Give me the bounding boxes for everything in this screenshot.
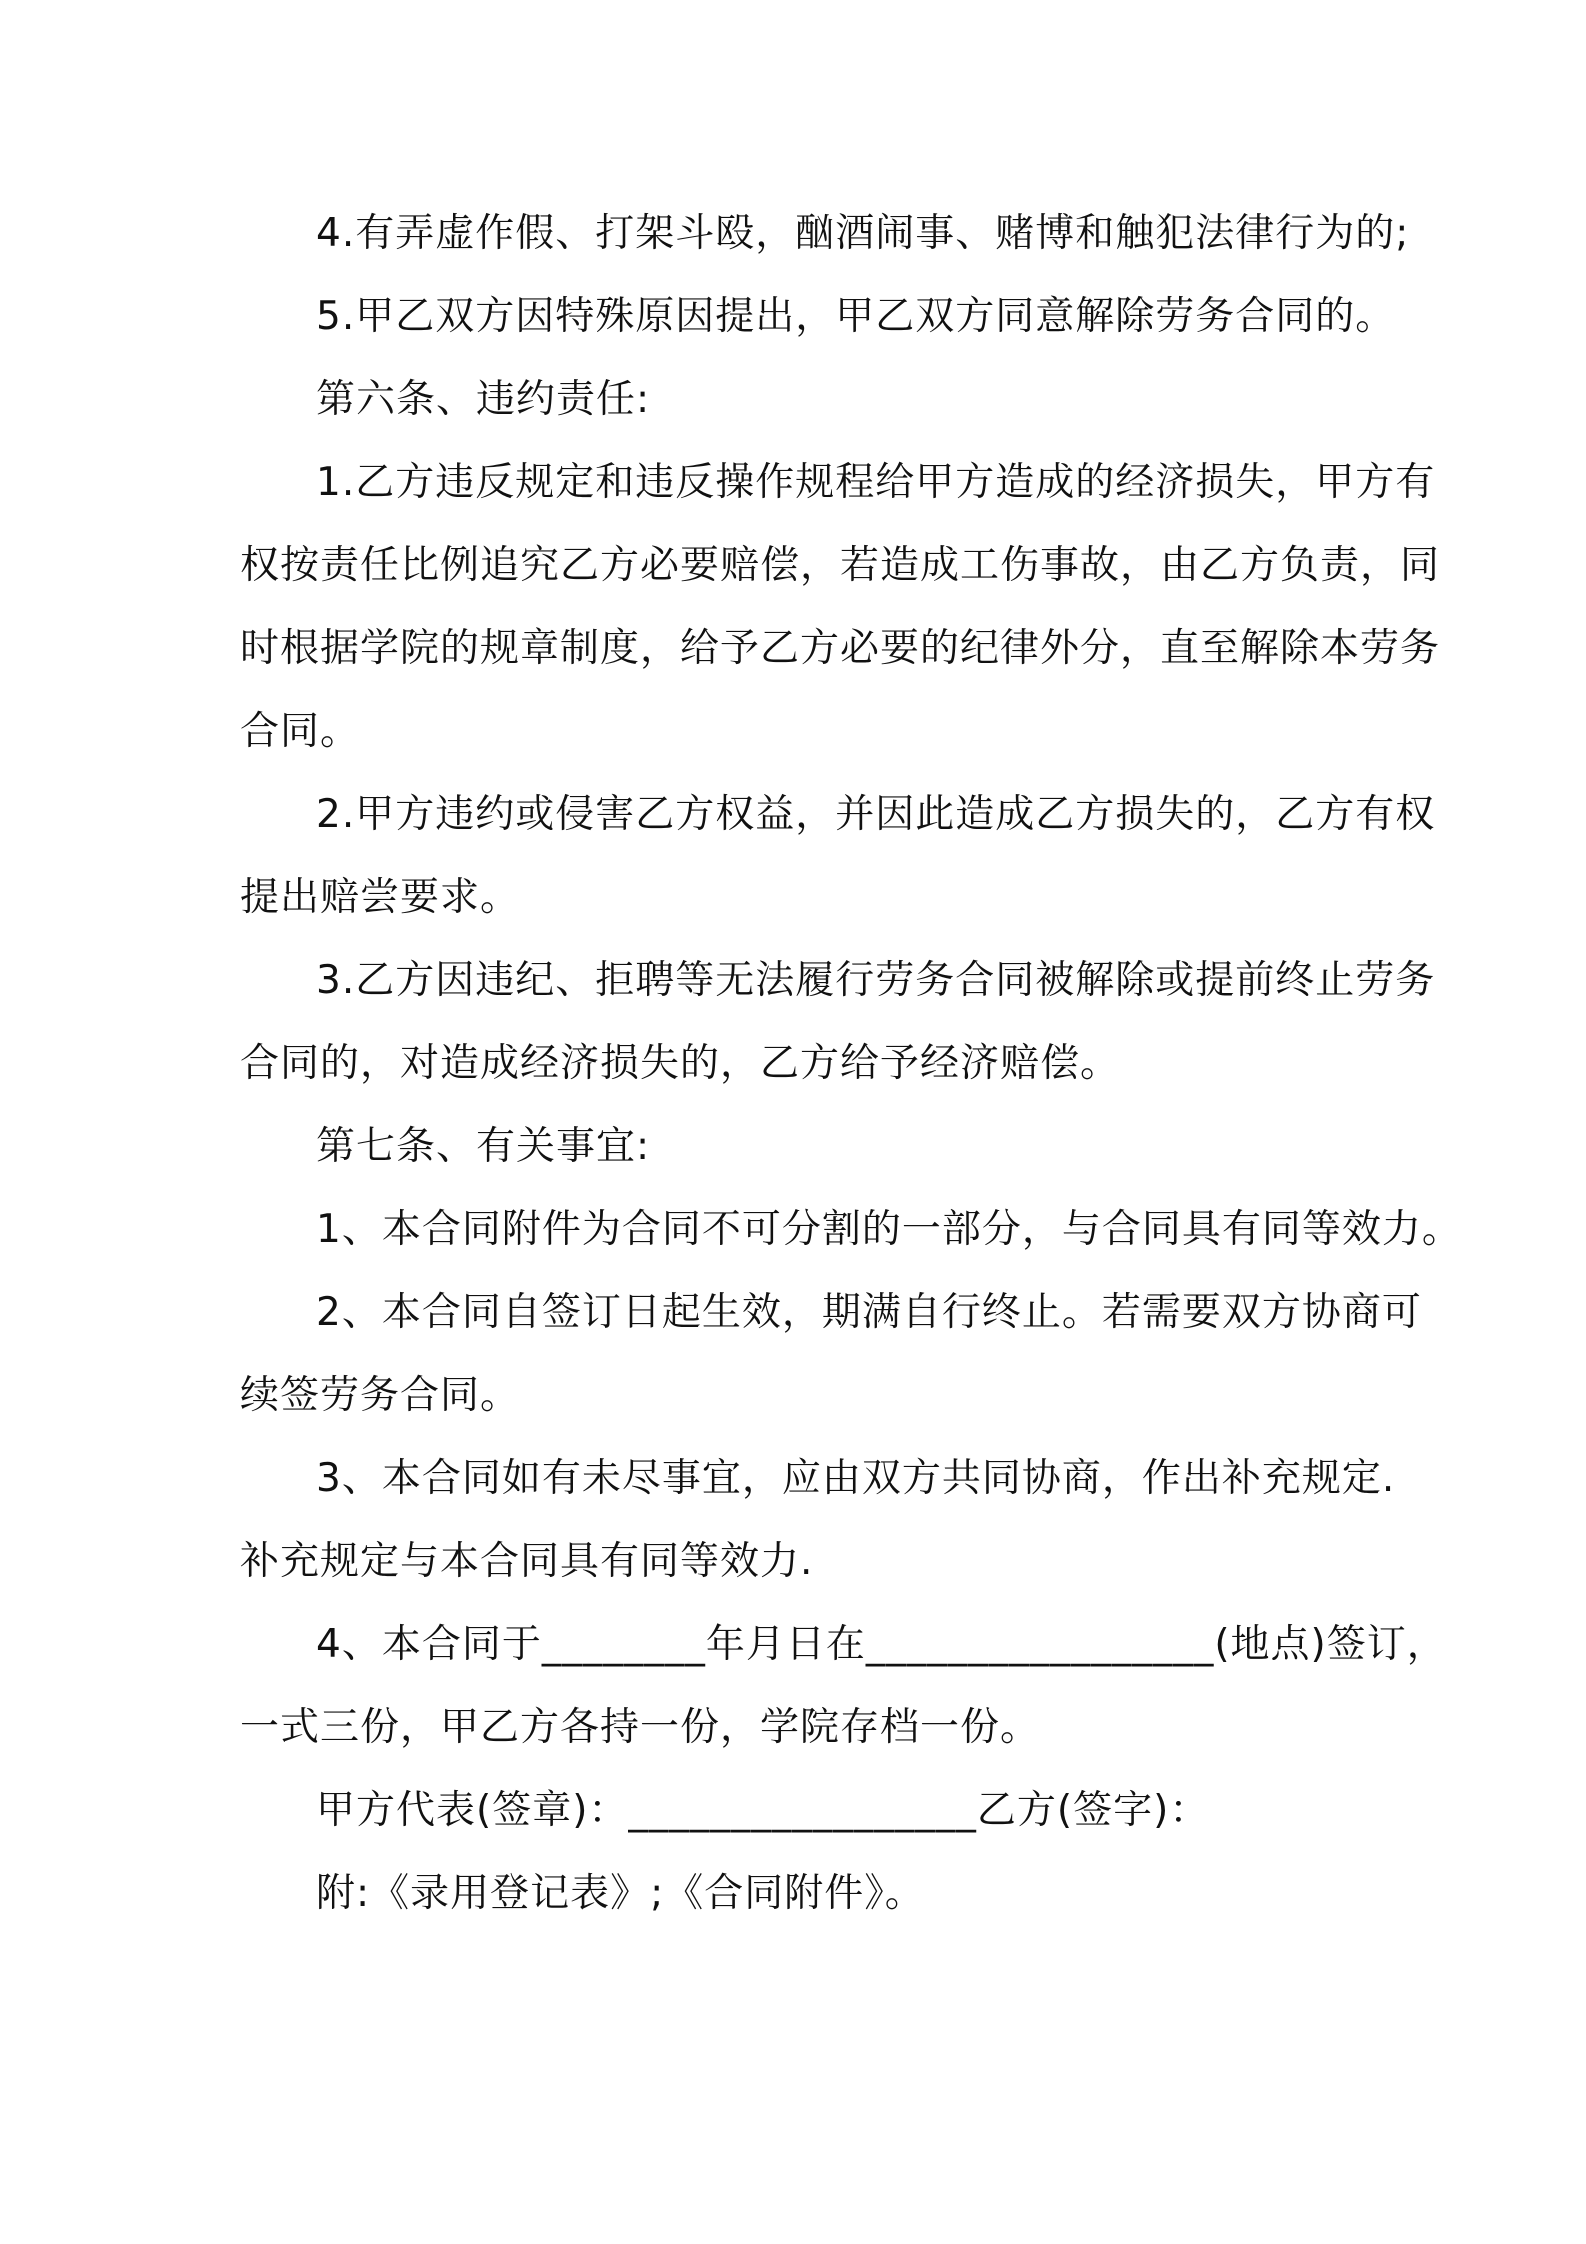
article-7-item-4-line-1: 4、本合同于________年月日在_________________(地点)签订，: [316, 1622, 1447, 1667]
attachments-line: 附:《录用登记表》;《合同附件》。: [316, 1871, 925, 1916]
article-6-item-1-line-2: 权按责任比例追究乙方必要赔偿，若造成工伤事故，由乙方负责，同: [240, 543, 1441, 588]
article-7-item-1: 1、本合同附件为合同不可分割的一部分，与合同具有同等效力。: [316, 1207, 1462, 1252]
article-7-item-4-line-2: 一式三份，甲乙方各持一份，学院存档一份。: [240, 1705, 1041, 1750]
article-6-item-1-line-4: 合同。: [240, 709, 361, 754]
article-7-item-3-line-1: 3、本合同如有未尽事宜，应由双方共同协商，作出补充规定.: [316, 1456, 1396, 1501]
article-6-item-1-line-3: 时根据学院的规章制度，给予乙方必要的纪律外分，直至解除本劳务: [240, 626, 1441, 671]
article-6-item-3-line-1: 3.乙方因违纪、拒聘等无法履行劳务合同被解除或提前终止劳务: [316, 958, 1436, 1003]
signature-line: 甲方代表(签章)：_________________乙方(签字)：: [316, 1788, 1210, 1833]
article-7-item-2-line-2: 续签劳务合同。: [240, 1373, 521, 1418]
article-6-heading: 第六条、违约责任:: [316, 377, 651, 422]
clause-5-item-5: 5.甲乙双方因特殊原因提出，甲乙双方同意解除劳务合同的。: [316, 294, 1396, 339]
article-7-item-3-line-2: 补充规定与本合同具有同等效力.: [240, 1539, 814, 1584]
article-6-item-1-line-1: 1.乙方违反规定和违反操作规程给甲方造成的经济损失，甲方有: [316, 460, 1436, 505]
article-6-item-2-line-2: 提出赔尝要求。: [240, 875, 521, 920]
article-6-item-3-line-2: 合同的，对造成经济损失的，乙方给予经济赔偿。: [240, 1041, 1121, 1086]
article-6-item-2-line-1: 2.甲方违约或侵害乙方权益，并因此造成乙方损失的，乙方有权: [316, 792, 1436, 837]
clause-5-item-4: 4.有弄虚作假、打架斗殴，酗酒闹事、赌博和触犯法律行为的;: [316, 211, 1410, 256]
article-7-item-2-line-1: 2、本合同自签订日起生效，期满自行终止。若需要双方协商可: [316, 1290, 1422, 1335]
article-7-heading: 第七条、有关事宜:: [316, 1124, 651, 1169]
